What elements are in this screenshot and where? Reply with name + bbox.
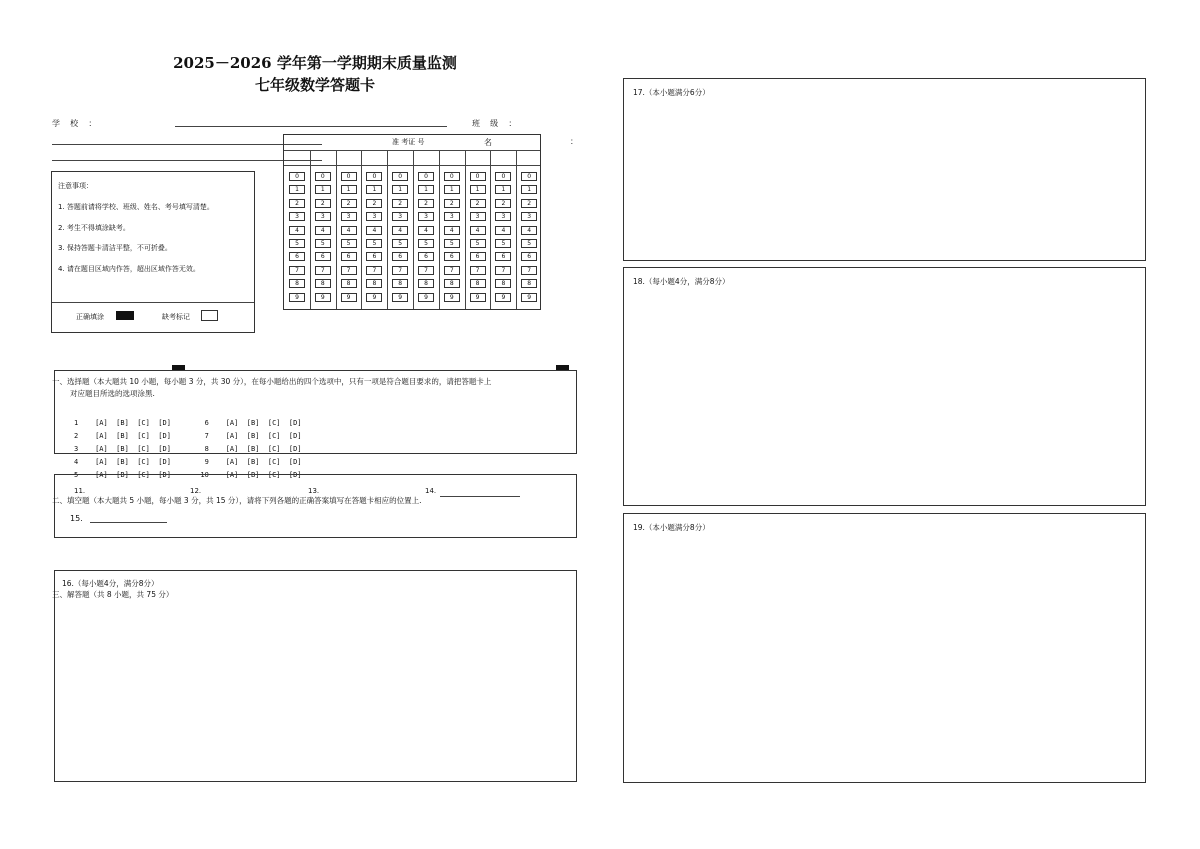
digit-bubble[interactable]: 6 [444,252,460,261]
digit-bubble[interactable]: 3 [366,212,382,221]
q16-answer-box[interactable] [54,570,577,782]
fill-section [54,474,577,538]
digit-bubble[interactable]: 5 [495,239,511,248]
q19-answer-box[interactable] [623,513,1146,783]
exam-title: 2025－2026 学年第一学期期末质量监测 [173,54,457,72]
digit-bubble[interactable]: 6 [341,252,357,261]
digit-bubble[interactable]: 3 [521,212,537,221]
school-label: 学 校 ： [52,119,97,128]
digit-bubble[interactable]: 5 [470,239,486,248]
digit-bubble[interactable]: 9 [392,293,408,302]
digit-bubble[interactable]: 8 [418,279,434,288]
q17-label: 17.（本小题满分6分） [633,88,710,97]
digit-bubble[interactable]: 7 [315,266,331,275]
digit-bubble[interactable]: 8 [315,279,331,288]
digit-bubble[interactable]: 3 [289,212,305,221]
digit-bubble[interactable]: 2 [444,199,460,208]
digit-bubble[interactable]: 5 [418,239,434,248]
digit-bubble[interactable]: 6 [366,252,382,261]
digit-bubble[interactable]: 3 [495,212,511,221]
solve-instructions: 三、解答题（共 8 小题，共 75 分） [52,590,174,599]
grid-column-divider [516,150,517,309]
digit-bubble[interactable]: 4 [495,226,511,235]
digit-bubble[interactable]: 5 [315,239,331,248]
q16-label: 16.（每小题4分，满分8分） [62,579,159,588]
grid-column-divider [387,150,388,309]
name-field[interactable] [52,144,322,145]
digit-bubble[interactable]: 0 [392,172,408,181]
digit-bubble[interactable]: 6 [418,252,434,261]
correct-fill-sample [116,311,134,320]
digit-bubble[interactable]: 5 [521,239,537,248]
digit-bubble[interactable]: 0 [341,172,357,181]
grid-column-divider [310,150,311,309]
digit-bubble[interactable]: 1 [418,185,434,194]
name-colon: ： [570,137,578,146]
choice-row[interactable]: 5 [A] [B] [C] [D] 10 [A] [B] [C] [D] [74,471,302,479]
digit-bubble[interactable]: 8 [495,279,511,288]
exam-number-grid [283,134,541,310]
digit-bubble[interactable]: 7 [392,266,408,275]
absent-mark-label: 缺考标记 [162,313,190,321]
digit-bubble[interactable]: 1 [392,185,408,194]
digit-bubble[interactable]: 0 [315,172,331,181]
digit-bubble[interactable]: 6 [495,252,511,261]
q12-number: 12. [190,487,202,495]
digit-bubble[interactable]: 2 [495,199,511,208]
digit-bubble[interactable]: 0 [470,172,486,181]
digit-bubble[interactable]: 0 [444,172,460,181]
notes-box [51,171,255,333]
digit-bubble[interactable]: 9 [444,293,460,302]
digit-bubble[interactable]: 5 [341,239,357,248]
digit-bubble[interactable]: 0 [521,172,537,181]
q15-number: 15. [70,514,83,523]
q14-number: 14. [425,487,437,495]
q17-answer-box[interactable] [623,78,1146,261]
digit-bubble[interactable]: 9 [495,293,511,302]
absent-mark-box[interactable] [201,310,218,321]
note-item: 2. 考生不得填涂缺考。 [58,224,130,232]
q15-answer-line[interactable] [90,522,167,523]
grid-column-divider [490,150,491,309]
correct-fill-label: 正确填涂 [76,313,104,321]
digit-bubble[interactable]: 4 [366,226,382,235]
digit-bubble[interactable]: 6 [392,252,408,261]
digit-bubble[interactable]: 9 [366,293,382,302]
digit-bubble[interactable]: 3 [341,212,357,221]
digit-bubble[interactable]: 2 [392,199,408,208]
grid-column-divider [413,150,414,309]
class-label: 班 级 ： [472,119,517,128]
grid-column-divider [336,150,337,309]
choice-row[interactable]: 2 [A] [B] [C] [D] 7 [A] [B] [C] [D] [74,432,302,440]
q13-number: 13. [308,487,320,495]
grid-column-divider [465,150,466,309]
digit-bubble[interactable]: 4 [418,226,434,235]
digit-bubble[interactable]: 9 [418,293,434,302]
digit-bubble[interactable]: 2 [315,199,331,208]
q19-label: 19.（本小题满分8分） [633,523,710,532]
grid-digit-line [284,165,540,166]
digit-bubble[interactable]: 4 [444,226,460,235]
digit-bubble[interactable]: 0 [366,172,382,181]
digit-bubble[interactable]: 2 [521,199,537,208]
digit-bubble[interactable]: 8 [470,279,486,288]
card-title: 七年级数学答题卡 [254,76,375,94]
note-item: 4. 请在题目区域内作答，超出区域作答无效。 [58,265,200,273]
digit-bubble[interactable]: 3 [392,212,408,221]
choice-instructions: 一、选择题（本大题共 10 小题，每小题 3 分，共 30 分），在每小题给出的四个选项中，只有一项是符合题目要求的，请把答题卡上 [52,377,492,386]
digit-bubble[interactable]: 1 [366,185,382,194]
digit-bubble[interactable]: 1 [315,185,331,194]
digit-bubble[interactable]: 4 [392,226,408,235]
digit-bubble[interactable]: 7 [495,266,511,275]
choice-row[interactable]: 3 [A] [B] [C] [D] 8 [A] [B] [C] [D] [74,445,302,453]
digit-bubble[interactable]: 4 [315,226,331,235]
digit-bubble[interactable]: 3 [444,212,460,221]
digit-bubble[interactable]: 0 [418,172,434,181]
digit-bubble[interactable]: 3 [315,212,331,221]
digit-bubble[interactable]: 6 [289,252,305,261]
digit-bubble[interactable]: 0 [289,172,305,181]
notes-divider [52,302,254,303]
digit-bubble[interactable]: 1 [444,185,460,194]
digit-bubble[interactable]: 9 [341,293,357,302]
choice-row[interactable]: 1 [A] [B] [C] [D] 6 [A] [B] [C] [D] [74,419,302,427]
digit-bubble[interactable]: 5 [392,239,408,248]
digit-bubble[interactable]: 6 [470,252,486,261]
digit-bubble[interactable]: 4 [289,226,305,235]
q18-answer-box[interactable] [623,267,1146,506]
grid-column-divider [361,150,362,309]
digit-bubble[interactable]: 6 [521,252,537,261]
digit-bubble[interactable]: 7 [366,266,382,275]
digit-bubble[interactable]: 8 [341,279,357,288]
note-item: 3. 保持答题卡清洁平整，不可折叠。 [58,244,172,252]
digit-bubble[interactable]: 1 [341,185,357,194]
digit-bubble[interactable]: 7 [418,266,434,275]
digit-bubble[interactable]: 4 [521,226,537,235]
digit-bubble[interactable]: 8 [366,279,382,288]
digit-bubble[interactable]: 9 [470,293,486,302]
choice-instructions-2: 对应题目所选的选项涂黑. [70,389,155,398]
digit-bubble[interactable]: 1 [495,185,511,194]
digit-bubble[interactable]: 8 [392,279,408,288]
notes-heading: 注意事项： [58,182,93,190]
digit-bubble[interactable]: 2 [289,199,305,208]
exam-number-field[interactable] [52,160,322,161]
digit-bubble[interactable]: 5 [366,239,382,248]
name-label: 名 [484,138,492,147]
digit-bubble[interactable]: 7 [341,266,357,275]
school-field[interactable] [175,126,447,127]
digit-bubble[interactable]: 4 [470,226,486,235]
digit-bubble[interactable]: 4 [341,226,357,235]
digit-bubble[interactable]: 9 [521,293,537,302]
digit-bubble[interactable]: 3 [418,212,434,221]
digit-bubble[interactable]: 7 [289,266,305,275]
note-item: 1. 答题前请将学校、班级、姓名、考号填写清楚。 [58,203,214,211]
digit-bubble[interactable]: 0 [495,172,511,181]
digit-bubble[interactable]: 9 [289,293,305,302]
choice-row[interactable]: 4 [A] [B] [C] [D] 9 [A] [B] [C] [D] [74,458,302,466]
q18-label: 18.（每小题4分，满分8分） [633,277,730,286]
digit-bubble[interactable]: 3 [470,212,486,221]
exam-number-label: 准 考证 号 [392,138,425,146]
digit-bubble[interactable]: 6 [315,252,331,261]
digit-bubble[interactable]: 1 [289,185,305,194]
digit-bubble[interactable]: 2 [366,199,382,208]
digit-bubble[interactable]: 7 [444,266,460,275]
digit-bubble[interactable]: 2 [470,199,486,208]
digit-bubble[interactable]: 8 [444,279,460,288]
digit-bubble[interactable]: 2 [418,199,434,208]
fill-instructions: 二、填空题（本大题共 5 小题，每小题 3 分，共 15 分），请将下列各题的正确答案填写在答题卡相应的位置上. [52,496,422,505]
digit-bubble[interactable]: 5 [289,239,305,248]
digit-bubble[interactable]: 8 [289,279,305,288]
digit-bubble[interactable]: 1 [521,185,537,194]
q11-number: 11. [74,487,86,495]
digit-bubble[interactable]: 2 [341,199,357,208]
q14-answer-line[interactable] [440,496,520,497]
grid-column-divider [439,150,440,309]
digit-bubble[interactable]: 7 [470,266,486,275]
digit-bubble[interactable]: 8 [521,279,537,288]
digit-bubble[interactable]: 7 [521,266,537,275]
digit-bubble[interactable]: 5 [444,239,460,248]
grid-header-line [284,150,540,151]
digit-bubble[interactable]: 9 [315,293,331,302]
digit-bubble[interactable]: 1 [470,185,486,194]
